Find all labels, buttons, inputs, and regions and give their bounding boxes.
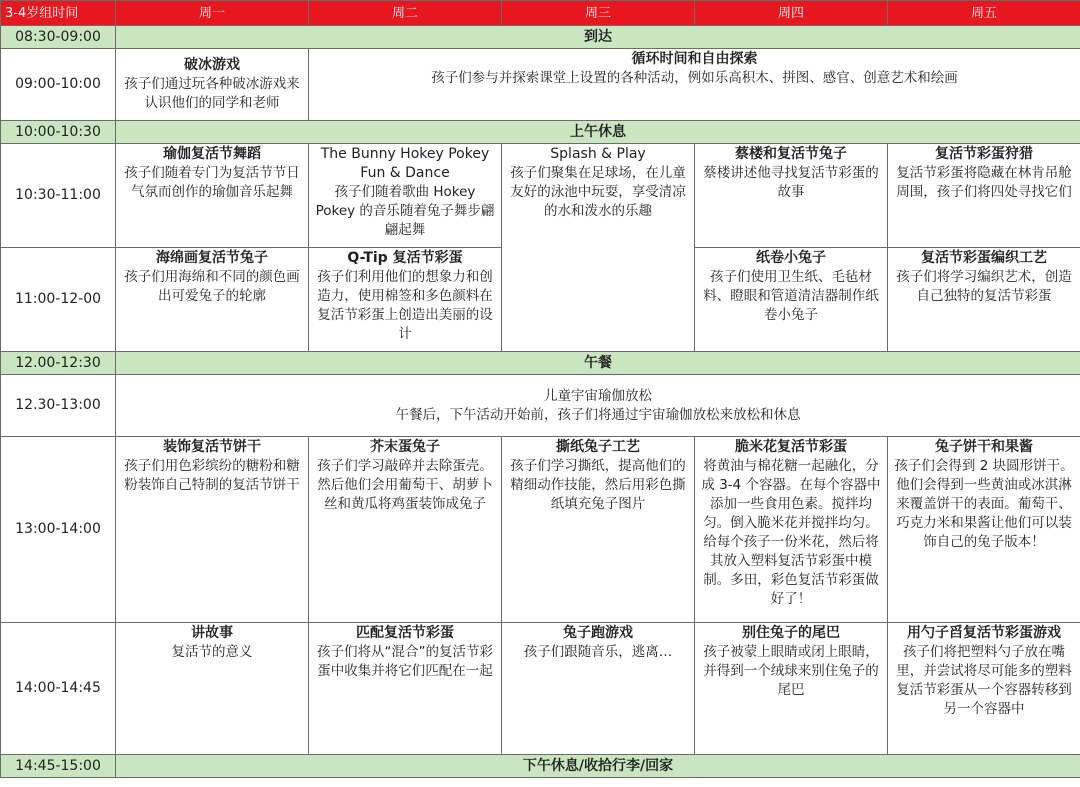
cell-yoga-1230 [116, 375, 1080, 437]
activity-desc: 孩子被蒙上眼睛或闭上眼睛，并得到一个绒球来别住兔子的尾巴 [703, 644, 879, 698]
activity-title: 脆米花复活节彩蛋 [735, 439, 847, 455]
cell-mon-1400 [116, 623, 309, 755]
activity-desc: 午餐后，下午活动开始前，孩子们将通过宇宙瑜伽放松来放松和休息 [395, 406, 801, 423]
activity-desc: 孩子们将学习编织艺术，创造自己独特的复活节彩蛋 [896, 269, 1072, 304]
cell-thu-1400 [695, 623, 888, 755]
cell-rest-0900 [309, 49, 1080, 121]
cell-wed-1300 [502, 437, 695, 623]
activity-title: 儿童宇宙瑜伽放松 [544, 387, 652, 404]
activity-title: 用勺子舀复活节彩蛋游戏 [907, 625, 1061, 641]
time-cell: 12.00-12:30 [1, 352, 116, 375]
cell-fri-1100 [888, 248, 1080, 352]
cell-fri-1400 [888, 623, 1080, 755]
row-0900 [1, 49, 1080, 121]
activity-desc: 孩子们通过玩各种破冰游戏来认识他们的同学和老师 [124, 76, 300, 111]
activity-title: 复活节彩蛋编织工艺 [921, 250, 1047, 266]
header-row [1, 1, 1080, 26]
time-cell: 10:00-10:30 [1, 121, 116, 144]
activity-desc: 将黄油与棉花糖一起融化，分成 3-4 个容器。在每个容器中添加一些食用色素。搅拌均匀。倒入脆米花并搅拌均匀。给每个孩子一份米花，然后将其放入塑料复活节彩蛋中模制。多田，彩色复活节彩蛋做好了！ [701, 458, 881, 607]
cell-wed-1400 [502, 623, 695, 755]
activity-title: 兔子跑游戏 [563, 625, 633, 641]
activity-title: The Bunny Hokey Pokey Fun & Dance [320, 146, 490, 181]
activity-desc: 孩子们参与并探索课堂上设置的各种活动，例如乐高积木、拼图、感官、创意艺术和绘画 [431, 70, 958, 86]
row-1300 [1, 437, 1080, 623]
cell-wed-1030 [502, 144, 695, 352]
activity-desc: 孩子们利用他们的想象力和创造力，使用棉签和多色颜料在复活节彩蛋上创造出美丽的设计 [317, 269, 493, 342]
arrival-label: 到达 [116, 26, 1080, 49]
header-time: 3-4岁组时间 [1, 1, 116, 26]
activity-title: 海绵画复活节兔子 [156, 250, 268, 266]
activity-title: 别住兔子的尾巴 [742, 625, 840, 641]
row-break-am [1, 121, 1080, 144]
row-1030 [1, 144, 1080, 248]
activity-title: 纸卷小兔子 [756, 250, 826, 266]
cell-fri-1300 [888, 437, 1080, 623]
row-1400 [1, 623, 1080, 755]
header-tue: 周二 [309, 1, 502, 26]
activity-desc: 孩子们跟随音乐，逃离… [523, 644, 673, 660]
header-wed: 周三 [502, 1, 695, 26]
activity-title: 蔡楼和复活节兔子 [735, 146, 847, 162]
activity-title: 匹配复活节彩蛋 [356, 625, 454, 641]
row-lunch [1, 352, 1080, 375]
activity-desc: 孩子们用色彩缤纷的糖粉和糖粉装饰自己特制的复活节饼干 [124, 458, 300, 493]
activity-title: 兔子饼干和果酱 [935, 439, 1033, 455]
cell-thu-1300 [695, 437, 888, 623]
time-cell: 11:00-12-00 [1, 248, 116, 352]
end-label: 下午休息/收拾行李/回家 [116, 755, 1080, 778]
cell-mon-1100 [116, 248, 309, 352]
row-end [1, 755, 1080, 778]
activity-desc: 孩子们聚集在足球场，在儿童友好的泳池中玩耍，享受清凉的水和泼水的乐趣 [510, 165, 686, 219]
header-thu: 周四 [695, 1, 888, 26]
activity-title: Q-Tip 复活节彩蛋 [347, 250, 463, 266]
activity-desc: 复活节的意义 [171, 644, 253, 660]
row-arrival [1, 26, 1080, 49]
activity-title: 讲故事 [191, 625, 233, 641]
activity-desc: 孩子们用海绵和不同的颜色画出可爱兔子的轮廓 [124, 269, 300, 304]
activity-desc: 孩子们随着歌曲 Hokey Pokey 的音乐随着兔子舞步翩翩起舞 [315, 184, 495, 238]
activity-title: 撕纸兔子工艺 [556, 439, 640, 455]
time-cell: 14:00-14:45 [1, 623, 116, 755]
activity-desc: 孩子们学习敲碎并去除蛋壳。然后他们会用葡萄干、胡萝卜丝和黄瓜将鸡蛋装饰成兔子 [317, 458, 493, 512]
activity-title: 瑜伽复活节舞蹈 [163, 146, 261, 162]
cell-thu-1100 [695, 248, 888, 352]
activity-desc: 复活节彩蛋将隐藏在林肯吊舱周围，孩子们将四处寻找它们 [896, 165, 1072, 200]
time-cell: 08:30-09:00 [1, 26, 116, 49]
activity-title: Splash & Play [550, 146, 646, 162]
activity-desc: 孩子们使用卫生纸、毛毡材料、瞪眼和管道清洁器制作纸卷小兔子 [703, 269, 879, 323]
cell-mon-1300 [116, 437, 309, 623]
activity-desc: 孩子们会得到 2 块圆形饼干。他们会得到一些黄油或冰淇淋来覆盖饼干的表面。葡萄干、巧克力米和果酱让他们可以装饰自己的兔子版本！ [894, 458, 1074, 550]
activity-title: 芥末蛋兔子 [370, 439, 440, 455]
cell-tue-1300 [309, 437, 502, 623]
activity-title: 复活节彩蛋狩猎 [935, 146, 1033, 162]
activity-title: 破冰游戏 [184, 57, 240, 73]
header-mon: 周一 [116, 1, 309, 26]
time-cell: 13:00-14:00 [1, 437, 116, 623]
activity-title: 循环时间和自由探索 [631, 51, 758, 67]
cell-tue-1030 [309, 144, 502, 248]
activity-desc: 孩子们学习撕纸，提高他们的精细动作技能，然后用彩色撕纸填充兔子图片 [510, 458, 686, 512]
time-cell: 10:30-11:00 [1, 144, 116, 248]
activity-desc: 孩子们随着专门为复活节节日气氛而创作的瑜伽音乐起舞 [124, 165, 300, 200]
cell-fri-1030 [888, 144, 1080, 248]
cell-mon-0900 [116, 49, 309, 121]
cell-tue-1400 [309, 623, 502, 755]
activity-title: 装饰复活节饼干 [163, 439, 261, 455]
time-cell: 12.30-13:00 [1, 375, 116, 437]
header-fri: 周五 [888, 1, 1080, 26]
break-am-label: 上午休息 [116, 121, 1080, 144]
activity-desc: 孩子们将把塑料勺子放在嘴里，并尝试将尽可能多的塑料复活节彩蛋从一个容器转移到另一个容器中 [896, 644, 1072, 717]
cell-mon-1030 [116, 144, 309, 248]
cell-tue-1100 [309, 248, 502, 352]
row-1230 [1, 375, 1080, 437]
cell-thu-1030 [695, 144, 888, 248]
lunch-label: 午餐 [116, 352, 1080, 375]
time-cell: 14:45-15:00 [1, 755, 116, 778]
activity-desc: 孩子们将从“混合”的复活节彩蛋中收集并将它们匹配在一起 [317, 644, 493, 679]
time-cell: 09:00-10:00 [1, 49, 116, 121]
activity-desc: 蔡楼讲述他寻找复活节彩蛋的故事 [703, 165, 879, 200]
